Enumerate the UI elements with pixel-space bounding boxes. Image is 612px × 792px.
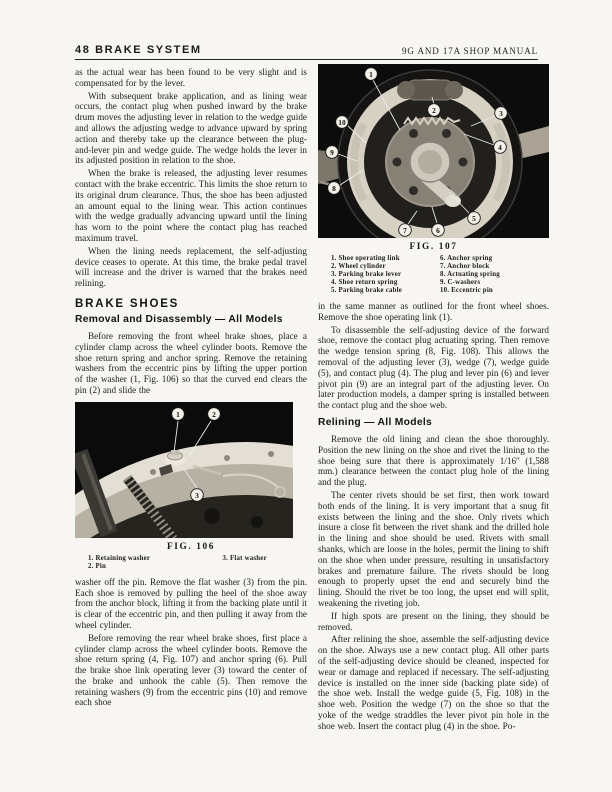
figure-107 [318, 64, 549, 295]
paragraph: as the actual wear has been found to be very slight and is compensated for by the lever. [75, 67, 307, 88]
paragraph: Remove the old lining and clean the shoe thoroughly. Position the new lining on the shoe and rivet the lining to the shoe being sure that there is approximately 1/16″ (1,588 mm.) clearance between the contact plug hole of the lining and the plug. [318, 433, 549, 488]
section-heading-brake-shoes: BRAKE SHOES [75, 297, 180, 310]
page-header [75, 44, 538, 60]
svg-text:3: 3 [499, 108, 503, 118]
figure-106-photo [75, 402, 293, 538]
figure-107-legend [318, 252, 549, 295]
figure-106-legend [75, 552, 307, 571]
figure-106 [75, 402, 307, 571]
paragraph: When the brake is released, the adjusting lever resumes contact with the brake eccentric. This limits the shoe return to its original drum clearance. Thus, the shoe has been adjusted an amount equal to the lining wear. This action continues with the wedge gradually advancing upward until the lining has worn to the point where the contact plug has reached maximum travel. [75, 168, 307, 243]
page-number-and-section: 48 BRAKE SYSTEM [75, 44, 202, 56]
svg-text:5: 5 [472, 213, 476, 223]
svg-text:8: 8 [332, 183, 336, 193]
legend-item: 2. Wheel cylinder [331, 263, 386, 270]
svg-text:2: 2 [212, 409, 216, 419]
paragraph: Before removing the front wheel brake shoes, place a cylinder clamp across the wheel cylinder boots. Remove the shoe return spring and anchor spring. Remove the retaining washers from the eccentric pins by lifting the upper portion of the washer (1, Fig. 106) so that the curved end clears the pin (2) and slide the [75, 330, 307, 395]
subsection-heading-relining: Relining — All Models [318, 416, 433, 428]
svg-text:7: 7 [403, 225, 407, 235]
paragraph: When the lining needs replacement, the self-adjusting device ceases to operate. At this time, the brake pedal travel will increase and the driver is warned that the brakes need relining. [75, 245, 307, 289]
legend-item: 4. Shoe return spring [331, 279, 398, 286]
paragraph: in the same manner as outlined for the front wheel shoes. Remove the shoe operating link (1). [318, 301, 549, 322]
paragraph: Before removing the rear wheel brake shoes, first place a cylinder clamp across the wheel cylinder boots. Remove the shoe return spring (4, Fig. 107) and anchor spring (6). Pull the brake shoe link operating lever (3) toward the center of the brake and unhook the cable (5). Then remove the retaining washers (9) from the eccentric pins (10) and remove each shoe [75, 632, 307, 708]
paragraph: If high spots are present on the lining, they should be removed. [318, 610, 549, 632]
svg-text:1: 1 [176, 409, 180, 419]
legend-item: 6. Anchor spring [440, 255, 493, 262]
svg-text:9: 9 [330, 147, 334, 157]
subsection-heading-removal: Removal and Disassembly — All Models [75, 313, 283, 325]
legend-item: 1. Shoe operating link [331, 255, 400, 262]
svg-text:1: 1 [369, 69, 373, 79]
svg-text:2: 2 [432, 105, 436, 115]
left-column [75, 67, 307, 710]
svg-text:10: 10 [338, 117, 346, 127]
paragraph: After relining the shoe, assemble the self-adjusting device on the shoe. Always use a new contact plug. All other parts of the self-adjusting device should be cleaned, inspected for wear or damage and replaced if necessary. The self-adjusting device is installed on the inner side (backing plate side) of the shoe web. Install the wedge guide (5, Fig. 108) in the shoe web. Position the wedge (7) on the shoe so that the yoke of the wedge straddles the lever pivot pin hole in the shoe web. Insert the contact plug (4) in the shoe. Po- [318, 634, 549, 731]
paragraph: The center rivets should be set first, then work toward both ends of the lining. It is very important that a snug fit exists between the lining and the shoe. Only rivets which insure a close fit between the rivet shank and the drilled hole in the lining and shoe should be used. Rivets with small shanks, which are loose in the holes, permit the lining to shift on the shoe when under pressure, resulting in unsatisfactory brakes and premature failure. The rivets should be long enough to properly upset the end and securely bind the lining. Should the rivet be too long, the upset end will split, weakening the riveting job. [318, 489, 549, 608]
legend-item: 8. Actuating spring [440, 271, 500, 278]
figure-107-caption: FIG. 107 [409, 242, 458, 252]
paragraph: washer off the pin. Remove the flat washer (3) from the pin. Each shoe is removed by pulling the heel of the shoe away from the anchor block, lifting it from the backing plate until it is clear of the eccentric pin, and then pulling it away from the wheel cylinder. [75, 576, 307, 630]
legend-item: 5. Parking brake cable [331, 287, 403, 294]
right-column [318, 64, 549, 733]
figure-106-caption: FIG. 106 [167, 541, 215, 552]
legend-item: 3. Parking brake lever [331, 271, 402, 278]
svg-text:4: 4 [498, 142, 502, 152]
legend-item: 3. Flat washer [222, 554, 267, 562]
paragraph: With subsequent brake application, and as lining wear occurs, the contact plug when pushed inward by the brake drum moves the adjusting lever in relation to the wedge guide and allows the adjusting wedge to advance upward by spring action and thereby take up the clearance between the plug-and-lever pin and wedge guide. The wedge holds the lever in its adjusted position in relation to the shoe. [75, 90, 307, 166]
paragraph: To disassemble the self-adjusting device of the forward shoe, remove the contact plug actuating spring. Then remove the wedge tension spring (8, Fig. 108). This allows the removal of the adjusting lever (3), wedge (7), wedge guide (5), and contact plug (4). The plug and lever pin (6) and lever pivot pin (9) are an integral part of the adjusting lever. On later production models, a damper spring is installed between the contact plug and the shoe web. [318, 324, 549, 411]
legend-item: 2. Pin [88, 562, 107, 570]
svg-text:3: 3 [195, 490, 199, 500]
svg-text:6: 6 [436, 225, 440, 235]
legend-item: 10. Eccentric pin [440, 287, 493, 294]
manual-title: 9G AND 17A SHOP MANUAL [402, 46, 538, 56]
legend-item: 9. C-washers [440, 279, 481, 286]
legend-item: 1. Retaining washer [88, 554, 151, 562]
legend-item: 7. Anchor block [440, 263, 490, 270]
figure-107-photo [318, 64, 549, 238]
